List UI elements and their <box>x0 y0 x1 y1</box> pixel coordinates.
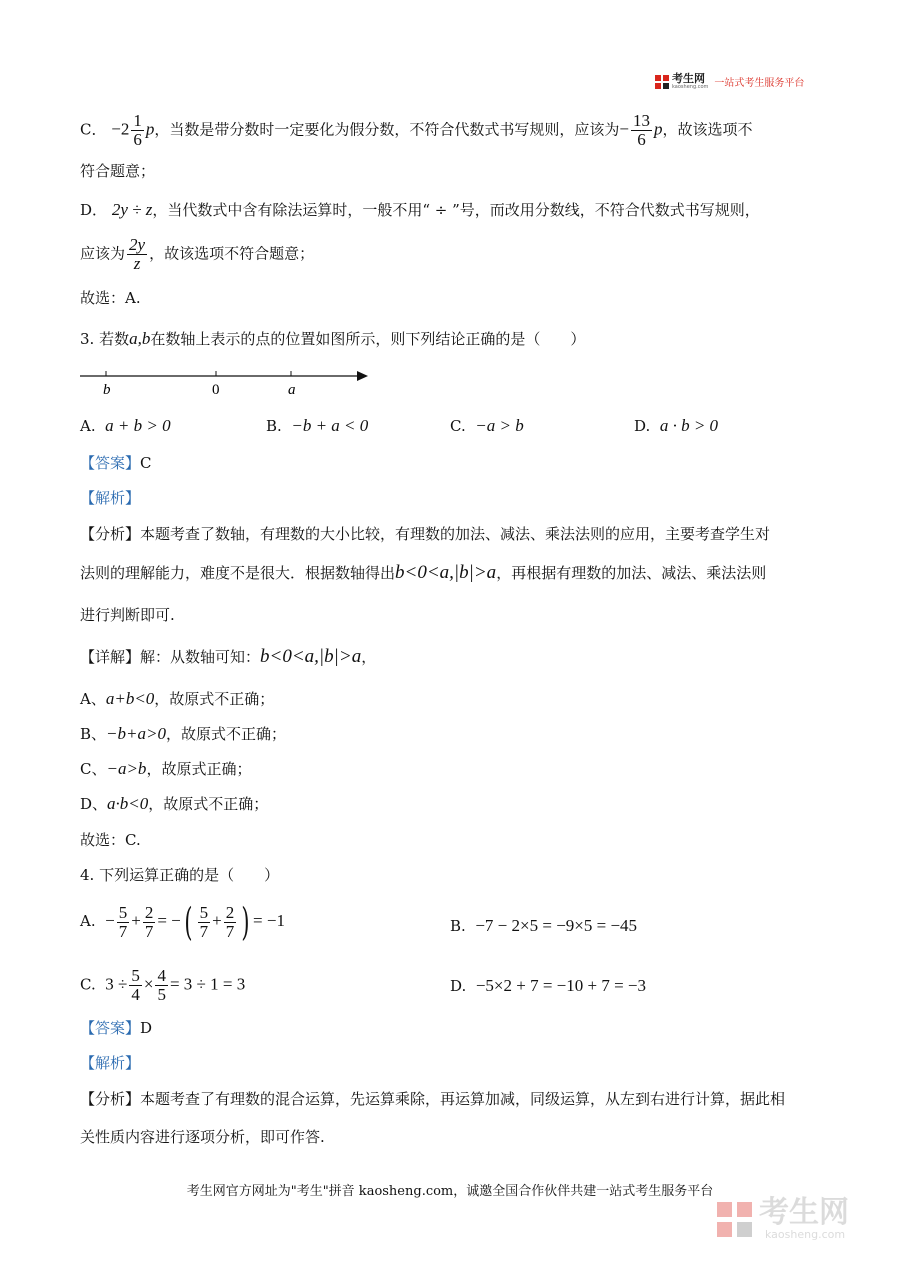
fenxi-text2a: 法则的理解能力，难度不是很大．根据数轴得出 <box>80 564 396 582</box>
q2-c-int: −2 <box>111 119 130 139</box>
q4-c-frac1 <box>129 967 142 1004</box>
xiangjie-cond: b<0<a,|b|>a <box>260 646 362 667</box>
q2-c-text1: ，当数是带分数时一定要化为假分数，不符合代数式书写规则，应该为 <box>154 120 620 139</box>
header-logo <box>655 73 804 90</box>
q2-c-ans-fraction <box>631 112 652 149</box>
step-text: ，故原式不正确； <box>148 795 269 813</box>
answer-tag: 【答案】 <box>80 1019 141 1037</box>
xiangjie-tag: 【详解】 <box>80 648 141 666</box>
logo-brand-block <box>672 73 708 90</box>
step-text: ，故原式不正确； <box>165 725 286 743</box>
frac-den: 7 <box>118 921 128 941</box>
watermark <box>717 1195 849 1241</box>
q3-step-a <box>80 688 274 709</box>
q2-c-den: 6 <box>133 129 142 149</box>
q3-option-d <box>634 416 718 436</box>
q3-fenxi-line3: 进行判断即可. <box>80 606 175 624</box>
q2-d-label: D． <box>80 201 108 219</box>
fenxi-cond: b<0<a,|b|>a <box>395 562 497 583</box>
q4-c-frac2 <box>155 967 168 1004</box>
option-expr: −a > b <box>475 416 524 435</box>
q4-b-label: B. <box>450 917 466 935</box>
step-text: ，故原式不正确； <box>154 690 275 708</box>
q2-c-num: 1 <box>133 111 142 130</box>
q4-a-frac2 <box>143 904 156 941</box>
frac-num: 5 <box>131 966 140 985</box>
number-line-arrow <box>357 371 368 381</box>
q3-stem-post: 在数轴上表示的点的位置如图所示，则下列结论正确的是（ ） <box>150 330 586 348</box>
fenxi-text2b: ，再根据有理数的加法、减法、乘法法则 <box>496 564 767 582</box>
q3-analysis-tag: 【解析】 <box>80 489 141 507</box>
q4-option-d <box>450 976 646 996</box>
q2-c-ans-var: p <box>653 119 663 139</box>
q3-xiangjie <box>80 646 376 668</box>
q4-a-lparen: ( <box>184 900 193 944</box>
page-footer: 考生网官方网址为"考生"拼音 kaosheng.com，诚邀全国合作伙伴共建一站式考生服务平台 <box>186 1184 714 1199</box>
xiangjie-text: 解：从数轴可知： <box>140 648 261 666</box>
step-expr: −a>b <box>106 759 147 778</box>
answer-tag: 【答案】 <box>80 454 141 472</box>
q4-c-times: × <box>143 974 154 994</box>
step-text: ，故原式正确； <box>146 760 252 778</box>
q2-option-d <box>80 199 760 220</box>
q4-a-plus2: + <box>212 911 222 930</box>
q4-option-b <box>450 916 637 936</box>
frac-den: 7 <box>225 921 235 941</box>
watermark-logo-icon <box>717 1202 753 1238</box>
frac-den: 7 <box>144 921 154 941</box>
q2-choose: 故选：A. <box>80 289 141 307</box>
q2-c-var: p <box>145 119 155 139</box>
q2-d-expr: 2y ÷ z <box>111 200 153 219</box>
q4-option-c <box>80 967 245 1004</box>
q3-stem <box>80 328 585 349</box>
frac-num: 5 <box>199 902 209 922</box>
fenxi-text1: 本题考查了有理数的混合运算，先运算乘除，再运算加减，同级运算，从左到右进行计算，据此相 <box>140 1090 786 1108</box>
answer-value: C <box>140 454 152 472</box>
step-label: B、 <box>80 725 107 743</box>
q2-c-ans-sign: − <box>619 119 629 139</box>
q4-d-expr: −5×2 + 7 = −10 + 7 = −3 <box>475 976 647 995</box>
q4-fenxi-line2: 关性质内容进行逐项分析，即可作答. <box>80 1128 325 1146</box>
logo-brand-sub: kaosheng.com <box>672 84 709 90</box>
option-expr: a · b > 0 <box>659 416 719 435</box>
q3-stem-pre: 3. 若数 <box>80 330 130 348</box>
option-label: D. <box>634 417 651 435</box>
step-expr: −b+a>0 <box>106 724 166 743</box>
frac-num: 4 <box>157 966 166 985</box>
option-label: B. <box>266 417 282 435</box>
option-label: A. <box>80 417 96 435</box>
q4-c-post: = 3 ÷ 1 = 3 <box>169 974 246 994</box>
q4-d-label: D. <box>450 977 467 995</box>
option-expr: a + b > 0 <box>105 416 171 435</box>
axis-label-a: a <box>288 382 296 398</box>
q2-d-line2 <box>80 236 314 273</box>
q3-option-c <box>450 416 524 436</box>
q2-c-ans-num: 13 <box>632 111 650 130</box>
answer-value: D <box>140 1019 153 1037</box>
q4-analysis-tag: 【解析】 <box>80 1054 141 1072</box>
logo-slogan: 一站式考生服务平台 <box>714 78 805 89</box>
q3-step-d <box>80 793 268 814</box>
step-label: D、 <box>80 795 108 813</box>
q2-c-text2: ，故该选项不 <box>662 120 753 139</box>
frac-num: 2 <box>225 902 235 922</box>
q4-a-frac3 <box>198 904 211 941</box>
q2-c-fraction <box>131 112 144 149</box>
q4-a-eq: = − <box>157 911 181 930</box>
step-label: A、 <box>80 690 106 708</box>
q2-c-text3: 符合题意； <box>80 162 156 180</box>
q4-option-a <box>80 900 285 944</box>
q2-c-label: C． <box>80 120 107 139</box>
q4-c-pre: 3 ÷ <box>105 974 128 994</box>
step-expr: a+b<0 <box>105 689 155 708</box>
fenxi-tag: 【分析】 <box>80 1090 141 1108</box>
fenxi-text1: 本题考查了数轴，有理数的大小比较，有理数的加法、减法、乘法法则的应用，主要考查学生对 <box>140 525 771 543</box>
q2-d-text1: ，当代数式中含有除法运算时，一般不用“ ÷ ”号，而改用分数线，不符合代数式书写规则， <box>152 201 760 219</box>
frac-den: 5 <box>157 984 166 1004</box>
q4-a-rparen: ) <box>241 900 250 944</box>
watermark-brand: 考生网 <box>759 1195 849 1230</box>
q2-d-ans-num: 2y <box>129 235 146 254</box>
q3-option-b <box>266 416 368 436</box>
watermark-sub: kaosheng.com <box>765 1228 846 1241</box>
q3-step-b <box>80 723 286 744</box>
option-label: C. <box>450 417 466 435</box>
q2-d-ans-den: z <box>133 253 141 273</box>
watermark-text-block <box>759 1195 849 1241</box>
q4-c-label: C. <box>80 975 96 994</box>
q3-fenxi-line1 <box>80 523 770 544</box>
q4-b-expr: −7 − 2×5 = −9×5 = −45 <box>475 916 638 935</box>
q4-a-label: A. <box>80 912 96 930</box>
frac-num: 2 <box>144 902 154 922</box>
logo-brand: 考生网 <box>672 72 705 85</box>
option-expr: −b + a < 0 <box>291 416 369 435</box>
q2-d-text2: 应该为 <box>80 244 126 263</box>
step-label: C、 <box>80 760 107 778</box>
q3-answer <box>80 452 152 473</box>
q4-a-frac1 <box>117 904 130 941</box>
q4-stem: 4. 下列运算正确的是（ ） <box>80 866 280 884</box>
q4-a-plus: + <box>131 911 141 930</box>
axis-label-b: b <box>103 382 111 398</box>
fenxi-tag: 【分析】 <box>80 525 141 543</box>
q2-d-text3: ，故该选项不符合题意； <box>149 244 315 263</box>
q3-choose: 故选：C. <box>80 831 141 849</box>
kaosheng-logo-icon <box>655 75 669 89</box>
axis-label-zero: 0 <box>212 382 220 398</box>
q2-c-ans-den: 6 <box>637 129 646 149</box>
frac-den: 4 <box>131 984 140 1004</box>
q3-option-a <box>80 416 171 436</box>
q4-answer <box>80 1017 152 1038</box>
frac-den: 7 <box>199 921 209 941</box>
q4-a-frac4 <box>224 904 237 941</box>
q4-fenxi-line1 <box>80 1088 785 1109</box>
q3-step-c <box>80 758 251 779</box>
frac-num: 5 <box>118 902 128 922</box>
q2-option-c <box>80 112 752 149</box>
q4-a-neg: − <box>105 911 115 930</box>
q2-d-ans-fraction <box>127 236 147 273</box>
q4-a-result: = −1 <box>253 911 285 930</box>
q3-stem-vars: a,b <box>129 329 151 348</box>
number-line-figure <box>80 362 380 398</box>
q3-fenxi-line2 <box>80 562 766 584</box>
xiangjie-end: ， <box>361 648 377 666</box>
step-expr: a·b<0 <box>107 794 149 813</box>
